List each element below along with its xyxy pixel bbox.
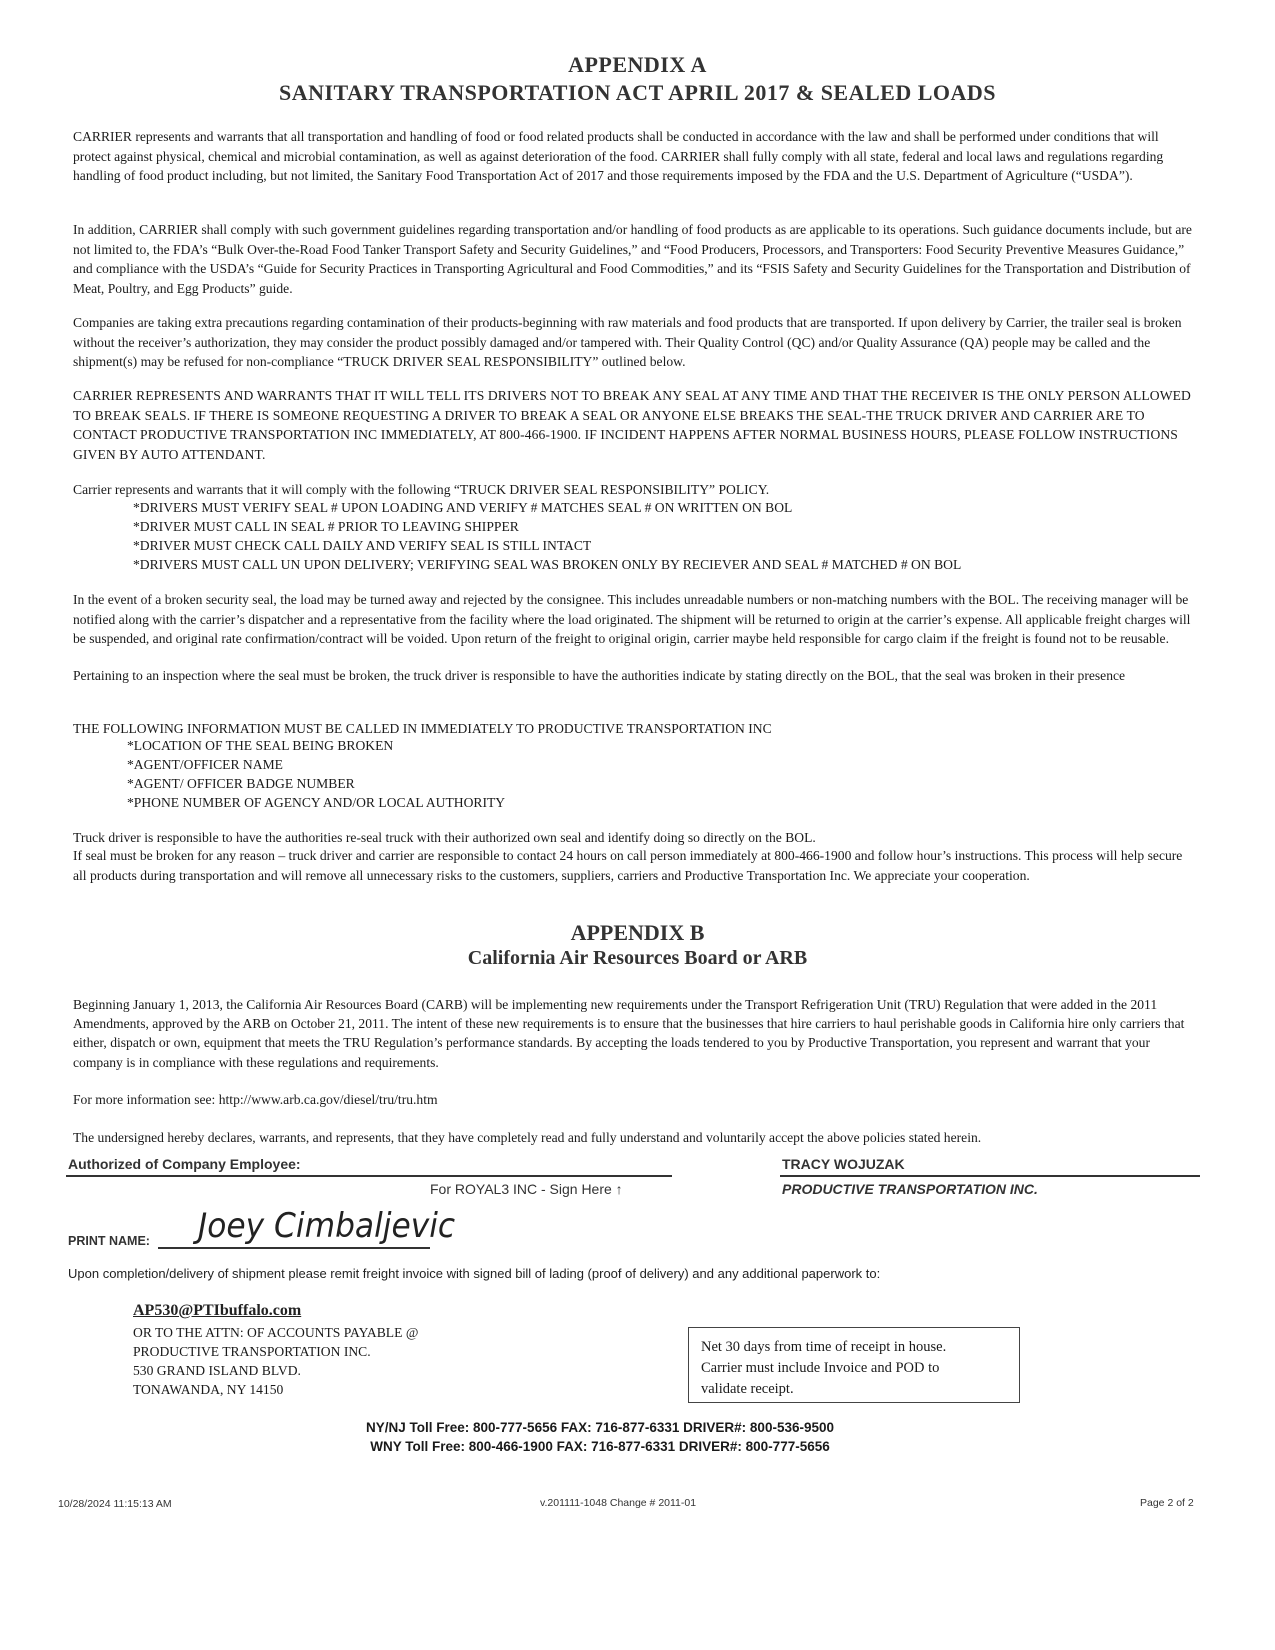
seal-rule-item: *DRIVER MUST CHECK CALL DAILY AND VERIFY SEAL IS STILL INTACT: [133, 538, 592, 553]
appendix-a-paragraph-1: CARRIER represents and warrants that all transportation and handling of food or food related products shall be conducted in accordance with the law and shall be performed under conditions that will protect against physical, chemical and microbial contamination, as well as against deterioration of the food. CARRIER shall fully comply with all state, federal and local laws and regulations regarding handling of food product including, but not limited, the Sanitary Food Transportation Act of 2017 and those requirements imposed by the FDA and the U.S. Department of Agriculture (“USDA”).: [73, 129, 1164, 184]
seal-rules-list: [133, 498, 961, 574]
info-required-item: *AGENT/ OFFICER BADGE NUMBER: [127, 776, 355, 791]
info-required-item: *AGENT/OFFICER NAME: [127, 757, 283, 772]
print-name-line: [158, 1247, 430, 1249]
seal-rule-item: *DRIVER MUST CALL IN SEAL # PRIOR TO LEAVING SHIPPER: [133, 519, 519, 534]
reseal-paragraph: Truck driver is responsible to have the authorities re-seal truck with their authorized own seal and identify doing so directly on the BOL.: [73, 830, 816, 845]
info-required-intro: THE FOLLOWING INFORMATION MUST BE CALLED IN IMMEDIATELY TO PRODUCTIVE TRANSPORTATION INC: [73, 721, 772, 736]
counter-signer-name: TRACY WOJUZAK: [782, 1156, 905, 1172]
appendix-a-heading: APPENDIX A: [568, 52, 707, 77]
seal-rule-item: *DRIVERS MUST VERIFY SEAL # UPON LOADING AND VERIFY # MATCHES SEAL # ON WRITTEN ON BOL: [133, 500, 793, 515]
inspection-paragraph: Pertaining to an inspection where the seal must be broken, the truck driver is responsible to have the authorities indicate by stating directly on the BOL, that the seal was broken in their presence: [73, 668, 1126, 683]
declaration-paragraph: The undersigned hereby declares, warrants, and represents, that they have completely read and fully understand and voluntarily accept the above policies stated herein.: [73, 1130, 982, 1145]
carb-paragraph: Beginning January 1, 2013, the California Air Resources Board (CARB) will be implementing new requirements under the Transport Refrigeration Unit (TRU) Regulation that were added in the 2011 Amendments, approved by the ARB on October 21, 2011. The intent of these new requirements is to ensure that the businesses that hire carriers to haul perishable goods in California hire only carriers that either, dispatch or own, equipment that meets the TRU Regulation’s performance standards. By accepting the loads tendered to you by Productive Transportation, you represent and warrant that your company is in compliance with these regulations and requirements.: [73, 997, 1185, 1070]
handwritten-print-name: Joey Cimbaljevic: [198, 1206, 456, 1246]
info-required-item: *PHONE NUMBER OF AGENCY AND/OR LOCAL AUTHORITY: [127, 795, 506, 810]
appendix-b-heading: APPENDIX B: [570, 920, 705, 945]
contact-line-nynj: NY/NJ Toll Free: 800-777-5656 FAX: 716-877-6331 DRIVER#: 800-536-9500: [366, 1420, 834, 1435]
appendix-a-paragraph-2: In addition, CARRIER shall comply with such government guidelines regarding transportation and/or handling of food products as are applicable to its operations. Such guidance documents include, but are not limited to, the FDA’s “Bulk Over-the-Road Food Tanker Transport Safety and Security Guidelines,” and “Food Producers, Processors, and Transporters: Food Security Preventive Measures Guidance,” and compliance with the USDA’s “Guide for Security Practices in Transporting Agricultural and Food Commodities,” and its “FSIS Safety and Security Guidelines for the Transportation and Distribution of Meat, Poultry, and Egg Products” guide.: [73, 222, 1192, 296]
appendix-a-paragraph-4: CARRIER REPRESENTS AND WARRANTS THAT IT WILL TELL ITS DRIVERS NOT TO BREAK ANY SEAL AT ANY TIME AND THAT THE RECEIVER IS THE ONLY PERSON ALLOWED TO BREAK SEALS. IF THERE IS SOMEONE REQUESTING A DRIVER TO BREAK A SEAL OR ANYONE ELSE BREAKS THE SEAL-THE TRUCK DRIVER AND CARRIER ARE TO CONTACT PRODUCTIVE TRANSPORTATION INC IMMEDIATELY, AT 800-466-1900. IF INCIDENT HAPPENS AFTER NORMAL BUSINESS HOURS, PLEASE FOLLOW INSTRUCTIONS GIVEN BY AUTO ATTENDANT.: [73, 388, 1191, 462]
broken-seal-paragraph: In the event of a broken security seal, the load may be turned away and rejected by the consignee. This includes unreadable numbers or non-matching numbers with the BOL. The receiving manager will be notified along with the carrier’s dispatcher and a representative from the facility where the load originated. The shipment will be returned to origin at the carrier’s expense. All applicable freight charges will be suspended, and original rate confirmation/contract will be voided. Upon return of the freight to original origin, carrier maybe held responsible for cargo claim if the freight is found not to be reusable.: [73, 592, 1191, 647]
info-required-list: [127, 736, 505, 812]
accounts-payable-email: AP530@PTIbuffalo.com: [133, 1302, 302, 1319]
address-line: OR TO THE ATTN: OF ACCOUNTS PAYABLE @: [133, 1325, 419, 1340]
address-line: PRODUCTIVE TRANSPORTATION INC.: [133, 1344, 371, 1359]
mailing-address: [133, 1323, 418, 1399]
appendix-b-subheading: California Air Resources Board or ARB: [467, 947, 808, 969]
remit-instruction: Upon completion/delivery of shipment please remit freight invoice with signed bill of lading (proof of delivery) and any additional paperwork to:: [68, 1266, 881, 1281]
footer-page-number: Page 2 of 2: [1140, 1497, 1194, 1509]
footer-timestamp: 10/28/2024 11:15:13 AM: [58, 1498, 172, 1510]
address-line: TONAWANDA, NY 14150: [133, 1382, 284, 1397]
contact-numbers: [0, 1418, 1200, 1456]
counter-signer-company: PRODUCTIVE TRANSPORTATION INC.: [782, 1181, 1038, 1197]
print-name-label: PRINT NAME:: [68, 1234, 150, 1248]
seal-policy-intro: Carrier represents and warrants that it will comply with the following “TRUCK DRIVER SEAL RESPONSIBILITY” POLICY.: [73, 482, 770, 497]
footer-version: v.201111-1048 Change # 2011-01: [540, 1497, 697, 1509]
contact-paragraph: If seal must be broken for any reason – truck driver and carrier are responsible to contact 24 hours on call person immediately at 800-466-1900 and follow hour’s instructions. This process will help secure all products during transportation and will remove all unnecessary risks to the customers, suppliers, carriers and Productive Transportation Inc. We appreciate your cooperation.: [73, 848, 1183, 883]
appendix-a-subheading: SANITARY TRANSPORTATION ACT APRIL 2017 & SEALED LOADS: [278, 80, 997, 105]
seal-rule-item: *DRIVERS MUST CALL UN UPON DELIVERY; VERIFYING SEAL WAS BROKEN ONLY BY RECIEVER AND SEAL # MATCHED # ON BOL: [133, 557, 962, 572]
payment-terms-box: [688, 1327, 1020, 1403]
appendix-a-paragraph-3: Companies are taking extra precautions regarding contamination of their products-beginning with raw materials and food products that are transported. If upon delivery by Carrier, the trailer seal is broken without the receiver’s authorization, they may consider the product possibly damaged and/or tampered with. Their Quality Control (QC) and/or Quality Assurance (QA) people may be called and the shipment(s) may be refused for non-compliance “TRUCK DRIVER SEAL RESPONSIBILITY” outlined below.: [73, 315, 1182, 370]
signature-line: [66, 1175, 672, 1177]
info-required-item: *LOCATION OF THE SEAL BEING BROKEN: [127, 738, 394, 753]
counter-signature-line: [780, 1175, 1200, 1177]
terms-line: Carrier must include Invoice and POD to: [701, 1360, 940, 1376]
authorized-employee-label: Authorized of Company Employee:: [68, 1156, 301, 1172]
sign-here-label: For ROYAL3 INC - Sign Here ↑: [430, 1181, 623, 1197]
address-line: 530 GRAND ISLAND BLVD.: [133, 1363, 301, 1378]
more-info-link: For more information see: http://www.arb.ca.gov/diesel/tru/tru.htm: [73, 1092, 438, 1107]
contact-line-wny: WNY Toll Free: 800-466-1900 FAX: 716-877-6331 DRIVER#: 800-777-5656: [370, 1439, 830, 1454]
terms-line: validate receipt.: [701, 1381, 794, 1397]
terms-line: Net 30 days from time of receipt in house.: [701, 1339, 947, 1355]
